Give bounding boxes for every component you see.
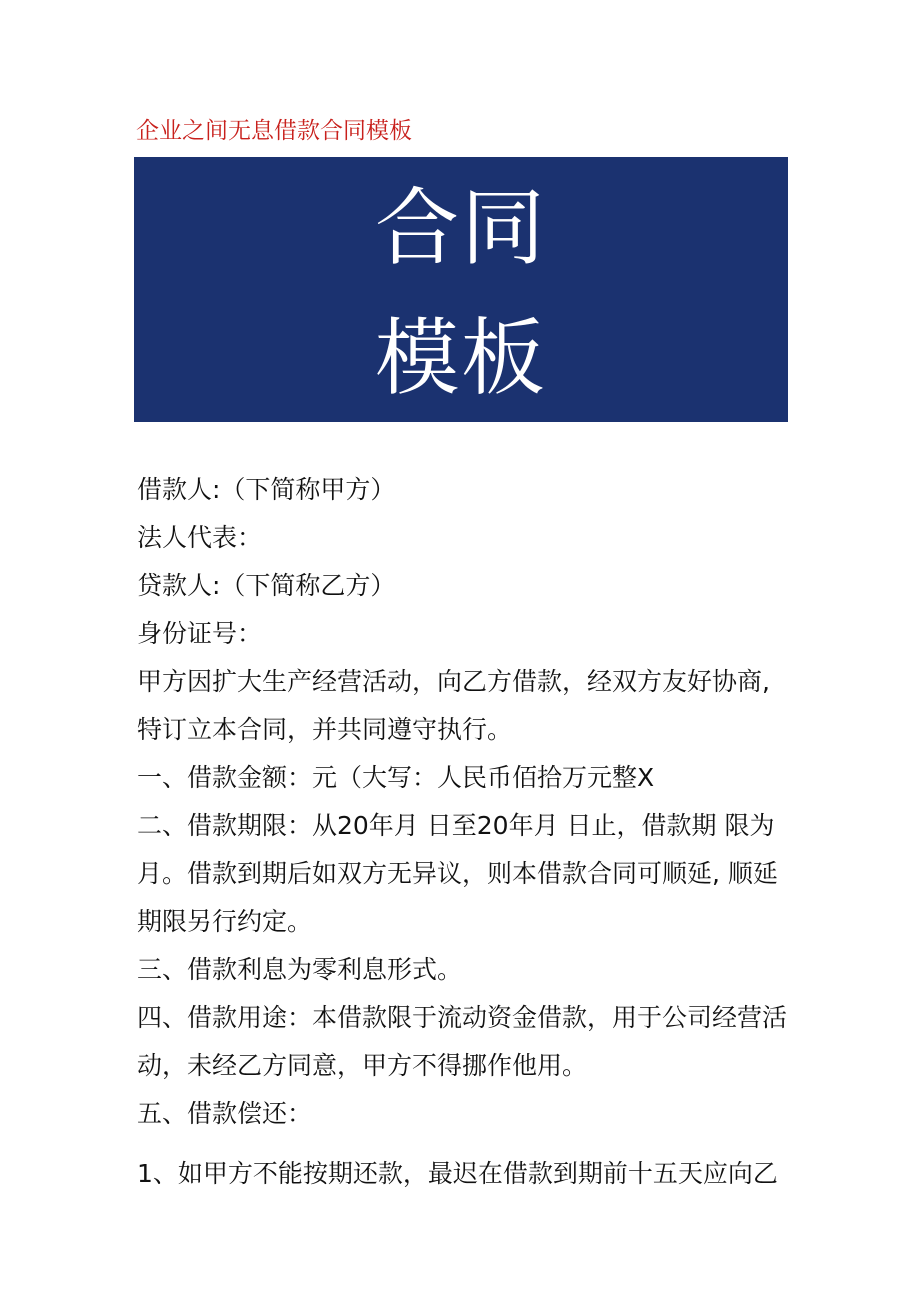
preamble-line-1: 甲方因扩大生产经营活动，向乙方借款，经双方友好协商, [137, 667, 770, 696]
clause-repayment-item-1: 1、如甲方不能按期还款，最迟在借款到期前十五天应向乙 [137, 1159, 778, 1188]
clause-loan-term-line-1: 二、借款期限：从20年月 日至20年月 日止，借款期 限为 [137, 811, 775, 840]
contract-body [137, 466, 797, 1198]
lender-line: 贷款人:（下简称乙方） [137, 571, 396, 600]
document-header-title: 企业之间无息借款合同模板 [136, 118, 412, 144]
preamble-line-2: 特订立本合同，并共同遵守执行。 [137, 715, 513, 744]
clause-repayment-heading: 五、借款偿还： [137, 1099, 313, 1128]
clause-loan-amount: 一、借款金额：元（大写：人民币佰拾万元整X [137, 763, 655, 792]
clause-loan-term-line-2: 月。借款到期后如双方无异议，则本借款合同可顺延, 顺延 [137, 859, 778, 888]
banner-title-line-1: 合同 [374, 179, 547, 277]
id-number-line: 身份证号： [137, 619, 263, 648]
clause-purpose-line-1: 四、借款用途：本借款限于流动资金借款，用于公司经营活 [137, 1003, 788, 1032]
clause-interest: 三、借款利息为零利息形式。 [137, 955, 463, 984]
banner-title-line-2: 模板 [374, 309, 547, 407]
clause-loan-term-line-3: 期限另行约定。 [137, 907, 313, 936]
borrower-line: 借款人:（下简称甲方） [137, 475, 396, 504]
legal-representative-line: 法人代表： [137, 523, 263, 552]
clause-purpose-line-2: 动，未经乙方同意，甲方不得挪作他用。 [137, 1051, 588, 1080]
